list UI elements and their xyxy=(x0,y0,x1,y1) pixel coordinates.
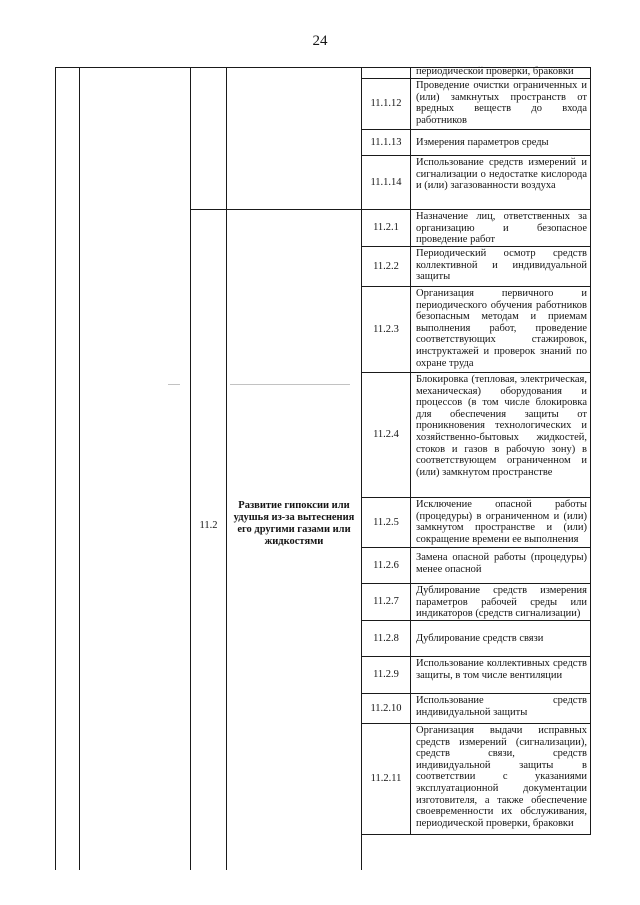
measure-code: 11.1.14 xyxy=(370,176,402,188)
measure-code: 11.2.7 xyxy=(373,596,399,607)
hazard-code: 11.2 xyxy=(199,519,218,531)
measure-text: Назначение лиц, ответственных за организацию и безопасное проведение работ xyxy=(416,211,587,246)
measure-text: Использование средств индивидуальной защиты xyxy=(416,695,587,718)
measure-code: 11.2.9 xyxy=(373,669,399,680)
measure-text: Измерения параметров среды xyxy=(416,137,549,149)
measure-code: 11.2.10 xyxy=(370,702,402,714)
measure-text: Проведение очистки ограниченных и (или) замкнутых пространств от вредных веществ до входа работников xyxy=(416,80,587,126)
measure-code: 11.2.11 xyxy=(370,773,402,784)
measure-text: периодической проверки, браковки xyxy=(416,66,574,77)
measure-text: Организация первичного и периодического обучения работников безопасным методам и приемам выполнения работ, проведение соответствующих стажировок, инструктажей и проверок знаний по охране труда xyxy=(416,288,587,369)
measure-code: 11.2.1 xyxy=(373,222,399,233)
measure-code: 11.2.4 xyxy=(373,429,399,440)
table-border-bottom xyxy=(361,834,591,835)
measure-text: Замена опасной работы (процедуры) менее опасной xyxy=(416,552,587,575)
measure-text: Дублирование средств измерения параметров рабочей среды или индикаторов (средств сигнализации) xyxy=(416,585,587,620)
measure-code: 11.2.2 xyxy=(373,260,399,272)
hazard-description: Развитие гипоксии или удушья из-за вытеснения его другими газами или жидкостями xyxy=(233,500,355,547)
table-border-left xyxy=(55,67,56,870)
measure-text: Использование коллективных средств защиты, в том числе вентиляции xyxy=(416,658,587,681)
measure-code: 11.2.5 xyxy=(373,516,399,528)
measure-text: Организация выдачи исправных средств измерений (сигнализации), средств связи, средств индивидуальной защиты в соответствии с указаниями эксплуатационной документации изготовителя, а также обеспечение своевременности их обслуживания, периодической проверки, браковки xyxy=(416,725,587,829)
measure-text: Использование средств измерений и сигнализации о недостатке кислорода и (или) загазованности воздуха xyxy=(416,157,587,192)
table-border-right xyxy=(590,67,591,835)
measure-text: Исключение опасной работы (процедуры) в ограниченном и (или) замкнутом пространстве и (или) сокращение времени ее выполнения xyxy=(416,499,587,545)
column-divider-3 xyxy=(226,67,227,870)
scan-artifact xyxy=(230,384,350,385)
measure-code: 11.2.6 xyxy=(373,559,399,571)
measure-text: Дублирование средств связи xyxy=(416,633,544,645)
page-number: 24 xyxy=(312,33,328,49)
measure-code: 11.2.3 xyxy=(373,323,399,335)
measure-code: 11.1.13 xyxy=(370,136,402,148)
column-divider-2 xyxy=(190,67,191,870)
measure-text: Блокировка (тепловая, электрическая, механическая) оборудования и процессов (в том числе блокировка для обеспечения защиты от проникновения технологических и хозяйственно-бытовых жидкостей, стоков и газов в рабочую зону) в соответствующем ограниченном и (или) замкнутом пространстве xyxy=(416,374,587,478)
measure-code: 11.1.12 xyxy=(370,98,402,109)
column-divider-1 xyxy=(79,67,80,870)
scan-artifact xyxy=(168,384,180,385)
measure-code: 11.2.8 xyxy=(373,632,399,644)
measure-text: Периодический осмотр средств коллективной и индивидуальной защиты xyxy=(416,248,587,283)
